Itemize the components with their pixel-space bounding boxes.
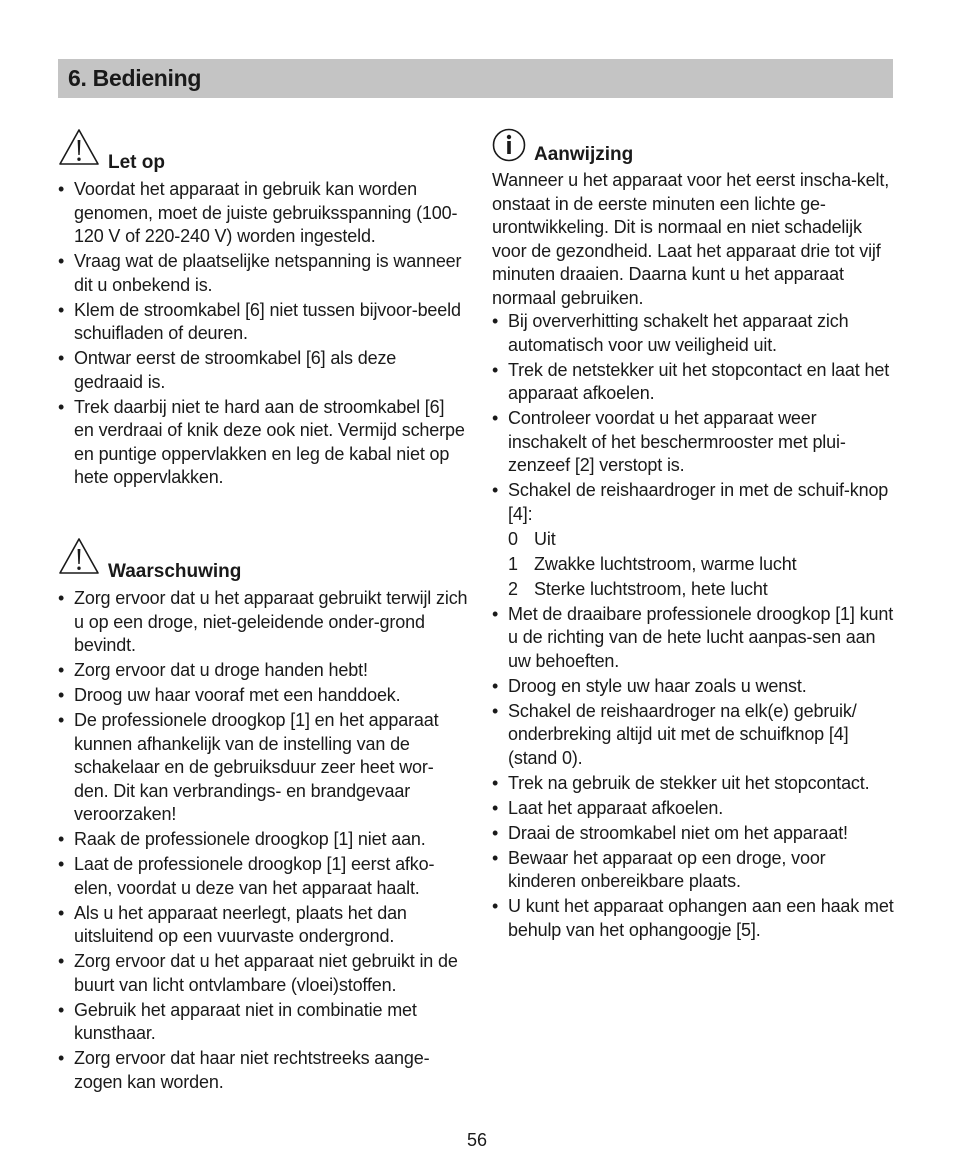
switch-setting-item xyxy=(508,528,897,552)
waarschuwing-list xyxy=(58,587,468,1094)
list-item: • Droog en style uw haar zoals u wenst. xyxy=(492,675,897,699)
list-item: • Laat het apparaat afkoelen. xyxy=(492,797,897,821)
list-item: • Trek daarbij niet te hard aan de stroomkabel [6] en verdraai of knik deze ook niet. Vermijd scherpe en puntige oppervlakken en leg de kabal niet op hete oppervlakken. xyxy=(58,396,468,490)
list-item: • Bewaar het apparaat op een droge, voor kinderen onbereikbare plaats. xyxy=(492,847,897,894)
list-item: • Trek na gebruik de stekker uit het stopcontact. xyxy=(492,772,897,796)
setting-label: Sterke luchtstroom, hete lucht xyxy=(534,579,768,599)
list-item: • Trek de netstekker uit het stopcontact en laat het apparaat afkoelen. xyxy=(492,359,897,406)
aanwijzing-list-before xyxy=(492,310,897,526)
list-item: • De professionele droogkop [1] en het apparaat kunnen afhankelijk van de instelling van de schakelaar en de gebruiksduur zeer heet wor-den. Dit kan verbrandings- en brandgevaar veroorzaken! xyxy=(58,709,468,827)
setting-number: 0 xyxy=(508,529,518,549)
list-item: • Vraag wat de plaatselijke netspanning is wanneer dit u onbekend is. xyxy=(58,250,468,297)
let-op-section xyxy=(58,128,468,490)
list-item: • Zorg ervoor dat u droge handen hebt! xyxy=(58,659,468,683)
list-item: • Laat de professionele droogkop [1] eerst afko-elen, voordat u deze van het apparaat haalt. xyxy=(58,853,468,900)
page-title: 6. Bediening xyxy=(68,65,202,91)
list-item: • Ontwar eerst de stroomkabel [6] als deze gedraaid is. xyxy=(58,347,468,394)
info-circle-icon xyxy=(492,128,526,162)
waarschuwing-section xyxy=(58,537,468,1094)
aanwijzing-heading xyxy=(492,128,897,166)
let-op-title: Let op xyxy=(108,152,165,173)
list-item: • Bij oververhitting schakelt het apparaat zich automatisch voor uw veiligheid uit. xyxy=(492,310,897,357)
switch-setting-item xyxy=(508,553,897,577)
list-item: • Klem de stroomkabel [6] niet tussen bijvoor-beeld schuifladen of deuren. xyxy=(58,299,468,346)
list-item: • Controleer voordat u het apparaat weer inschakelt of het beschermrooster met plui-zenzeef [2] verstopt is. xyxy=(492,407,897,478)
list-item: • Gebruik het apparaat niet in combinatie met kunsthaar. xyxy=(58,999,468,1046)
section-header-bar xyxy=(58,59,893,98)
list-item: • Zorg ervoor dat haar niet rechtstreeks aange-zogen kan worden. xyxy=(58,1047,468,1094)
list-item: • Zorg ervoor dat u het apparaat niet gebruikt in de buurt van licht ontvlambare (vloei)stoffen. xyxy=(58,950,468,997)
warning-triangle-icon xyxy=(58,128,100,166)
switch-setting-item xyxy=(508,578,897,602)
list-item: • Schakel de reishaardroger na elk(e) gebruik/ onderbreking altijd uit met de schuifknop [4] (stand 0). xyxy=(492,700,897,771)
setting-number: 1 xyxy=(508,554,518,574)
aanwijzing-list-after xyxy=(492,603,897,943)
aanwijzing-intro: Wanneer u het apparaat voor het eerst inscha-kelt, onstaat in de eerste minuten een lichte ge-urontwikkeling. Dit is normaal en niet schadelijk voor de gezondheid. Laat het apparaat drie tot vijf minuten draaien. Daarna kunt u het apparaat normaal gebruiken. xyxy=(492,170,890,308)
waarschuwing-heading xyxy=(58,537,468,583)
list-item: • Met de draaibare professionele droogkop [1] kunt u de richting van de hete lucht aanpas-sen aan uw behoeften. xyxy=(492,603,897,674)
setting-label: Uit xyxy=(534,529,556,549)
let-op-list xyxy=(58,178,468,490)
let-op-heading xyxy=(58,128,468,174)
waarschuwing-title: Waarschuwing xyxy=(108,561,242,582)
list-item: • Zorg ervoor dat u het apparaat gebruikt terwijl zich u op een droge, niet-geleidende onder-grond bevindt. xyxy=(58,587,468,658)
list-item: • U kunt het apparaat ophangen aan een haak met behulp van het ophangoogje [5]. xyxy=(492,895,897,942)
list-item: • Als u het apparaat neerlegt, plaats het dan uitsluitend op een vuurvaste ondergrond. xyxy=(58,902,468,949)
list-item: • Draai de stroomkabel niet om het apparaat! xyxy=(492,822,897,846)
switch-settings-list xyxy=(492,528,897,602)
list-item: • Voordat het apparaat in gebruik kan worden genomen, moet de juiste gebruiksspanning (100-120 V of 220-240 V) worden ingesteld. xyxy=(58,178,468,249)
warning-triangle-icon xyxy=(58,537,100,575)
page-number: 56 xyxy=(466,1130,488,1150)
list-item: • Schakel de reishaardroger in met de schuif-knop [4]: xyxy=(492,479,897,526)
list-item: • Raak de professionele droogkop [1] niet aan. xyxy=(58,828,468,852)
aanwijzing-section xyxy=(492,128,897,942)
aanwijzing-title: Aanwijzing xyxy=(534,144,634,165)
setting-label: Zwakke luchtstroom, warme lucht xyxy=(534,554,797,574)
list-item: • Droog uw haar vooraf met een handdoek. xyxy=(58,684,468,708)
setting-number: 2 xyxy=(508,579,518,599)
